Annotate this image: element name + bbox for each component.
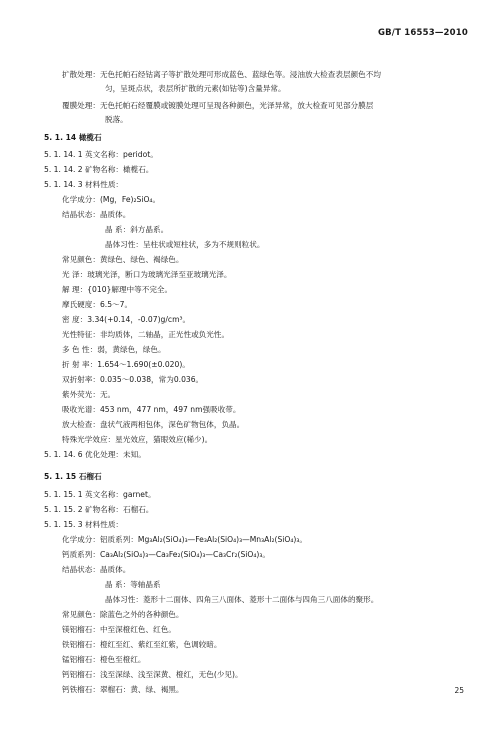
section-heading: 5. 1. 15 石榴石 [44,472,102,481]
property-line: 钙铝榴石：浅至深绿、浅至深黄、橙红，无色(少见)。 [62,670,243,679]
property-line: 摩氏硬度：6.5～7。 [62,300,133,309]
property-line: 吸收光谱：453 nm，477 nm，497 nm强吸收带。 [62,405,241,414]
text-line: 匀，呈斑点状，表层所扩散的元素(如钴等)含量异常。 [105,84,286,93]
property-line: 钙铁榴石：翠榴石：黄、绿、褐黑。 [62,685,184,694]
property-line: 化学成分：(Mg，Fe)₂SiO₄。 [62,195,161,204]
property-line: 多 色 性：弱，黄绿色，绿色。 [62,345,166,354]
property-line: 解 理：{010}解理中等不完全。 [62,285,173,294]
property-line: 常见颜色：除蓝色之外的各种颜色。 [62,610,184,619]
property-line: 常见颜色：黄绿色、绿色、褐绿色。 [62,255,184,264]
clause-line: 5. 1. 15. 3 材料性质： [44,520,124,529]
text-line: 扩散处理：无色托帕石经钴离子等扩散处理可形成蓝色、蓝绿色等。浸油放大检查表层颜色不均 [62,70,381,79]
property-line: 折 射 率：1.654～1.690(±0.020)。 [62,360,190,369]
property-line: 晶体习性：菱形十二面体、四角三八面体、菱形十二面体与四角三八面体的聚形。 [105,595,379,604]
property-line: 密 度：3.34(+0.14，-0.07)g/cm³。 [62,315,191,324]
property-line: 结晶状态：晶质体。 [62,565,131,574]
property-line: 铁铝榴石：橙红至红、紫红至红紫，色调较暗。 [62,640,222,649]
text-line: 覆膜处理：无色托帕石经覆膜或镀膜处理可呈现各种颜色，光泽异常，放大检查可见部分膜层 [62,101,374,110]
property-line: 特殊光学效应：星光效应，猫眼效应(稀少)。 [62,435,213,444]
clause-line: 5. 1. 15. 1 英文名称：garnet。 [44,490,156,499]
property-line: 双折射率：0.035～0.038，常为0.036。 [62,375,204,384]
clause-line: 5. 1. 14. 1 英文名称：peridot。 [44,150,158,159]
property-line: 晶 系：斜方晶系。 [105,225,169,234]
clause-line: 5. 1. 14. 3 材料性质： [44,180,124,189]
clause-line: 5. 1. 14. 6 优化处理：未知。 [44,450,146,459]
property-line: 结晶状态：晶质体。 [62,210,131,219]
text-line: 脱落。 [105,115,128,124]
property-line: 化学成分：铝质系列：Mg₃Al₂(SiO₄)₃—Fe₃Al₂(SiO₄)₃—Mn₃Al₂(SiO₄)₃。 [62,535,308,544]
property-line: 光性特征：非均质体，二轴晶，正光性或负光性。 [62,330,230,339]
property-line: 紫外荧光：无。 [62,390,116,399]
clause-line: 5. 1. 14. 2 矿物名称：橄榄石。 [44,165,154,174]
page-number: 25 [454,686,464,695]
property-line: 光 泽：玻璃光泽，断口为玻璃光泽至亚玻璃光泽。 [62,270,232,279]
property-line: 晶体习性：呈柱状或短柱状，多为不规则粒状。 [105,240,265,249]
property-line: 镁铝榴石：中至深橙红色、红色。 [62,625,176,634]
property-line: 晶 系：等轴晶系 [105,580,161,589]
property-line: 放大检查：盘状气液两相包体，深色矿物包体，负晶。 [62,420,245,429]
standard-number-header: GB/T 16553—2010 [377,28,468,38]
property-line: 锰铝榴石：橙色至橙红。 [62,655,146,664]
section-heading: 5. 1. 14 橄榄石 [44,133,102,142]
property-line: 钙质系列：Ca₃Al₂(SiO₄)₃—Ca₃Fe₂(SiO₄)₃—Ca₃Cr₂(SiO₄)₃。 [62,550,270,559]
clause-line: 5. 1. 15. 2 矿物名称：石榴石。 [44,505,154,514]
